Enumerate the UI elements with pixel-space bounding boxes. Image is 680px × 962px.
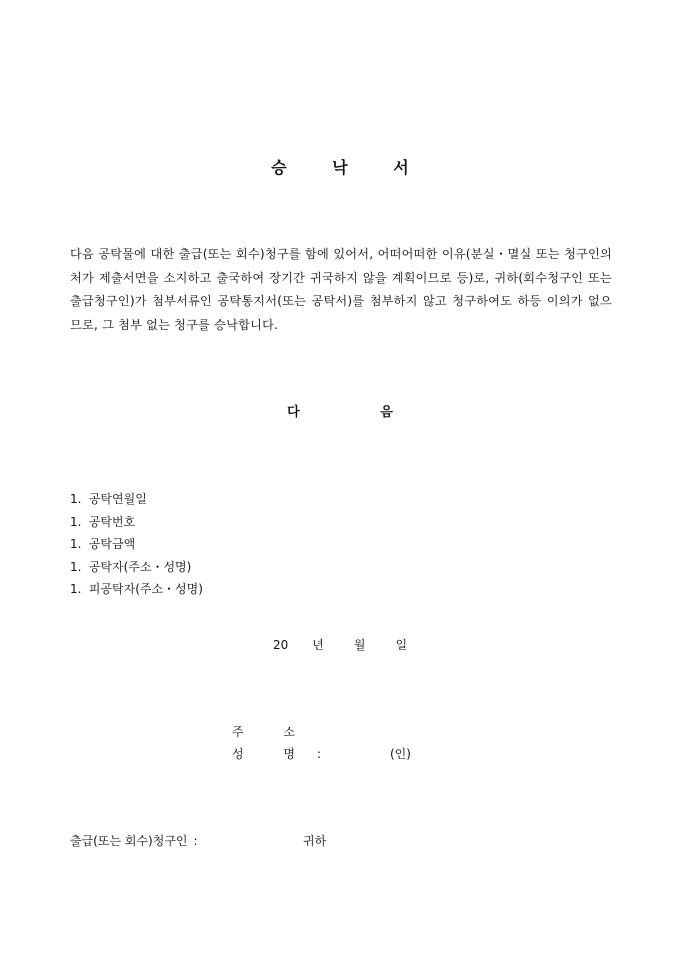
item-label: 공탁연월일: [88, 492, 147, 506]
section-heading: 다 음: [287, 405, 431, 420]
year-prefix: 20: [272, 638, 289, 652]
item-number: 1.: [70, 559, 82, 574]
list-item: [70, 488, 203, 511]
recipient-line: [70, 832, 470, 849]
document-title: 승 낙 서: [271, 158, 429, 177]
item-label: 공탁번호: [88, 514, 136, 529]
list-item: [70, 511, 203, 534]
item-label: 공탁자(주소・성명): [88, 559, 192, 574]
name-label: 성 명: [232, 747, 313, 761]
recipient-label: 출급(또는 회수)청구인: [70, 834, 188, 848]
day-label: 일: [395, 638, 408, 652]
seal-mark: (인): [390, 747, 411, 761]
date-line: [0, 636, 680, 653]
month-label: 월: [353, 638, 366, 652]
item-label: 피공탁자(주소・성명): [88, 582, 203, 596]
address-label: 주 소: [232, 725, 313, 739]
item-number: 1.: [70, 582, 82, 596]
list-item: [70, 578, 203, 601]
item-label: 공탁금액: [88, 537, 136, 551]
list-item: [70, 556, 203, 579]
item-number: 1.: [70, 537, 82, 551]
item-number: 1.: [70, 514, 82, 529]
body-paragraph: 다음 공탁물에 대한 출급(또는 회수)청구를 함에 있어서, 어떠어떠한 이유(분실・멸실 또는 청구인의 처가 제출서면을 소지하고 출국하여 장기간 귀국하지 않을 계획이므로 등)로, 귀하(회수청구인 또는 출급청구인)가 첨부서류인 공탁통지서(또는 공탁서)를 첨부하지 않고 청구하여도 하등 이의가 없으므로, 그 첨부 없는 청구를 승낙합니다.: [70, 247, 612, 332]
item-number: 1.: [70, 492, 82, 506]
name-row: [232, 745, 411, 762]
recipient-suffix: 귀하: [303, 834, 327, 848]
list-item: [70, 533, 203, 556]
recipient-colon: :: [193, 834, 198, 848]
name-colon: :: [317, 747, 322, 761]
item-list: [70, 488, 203, 601]
year-label: 년: [312, 638, 324, 652]
